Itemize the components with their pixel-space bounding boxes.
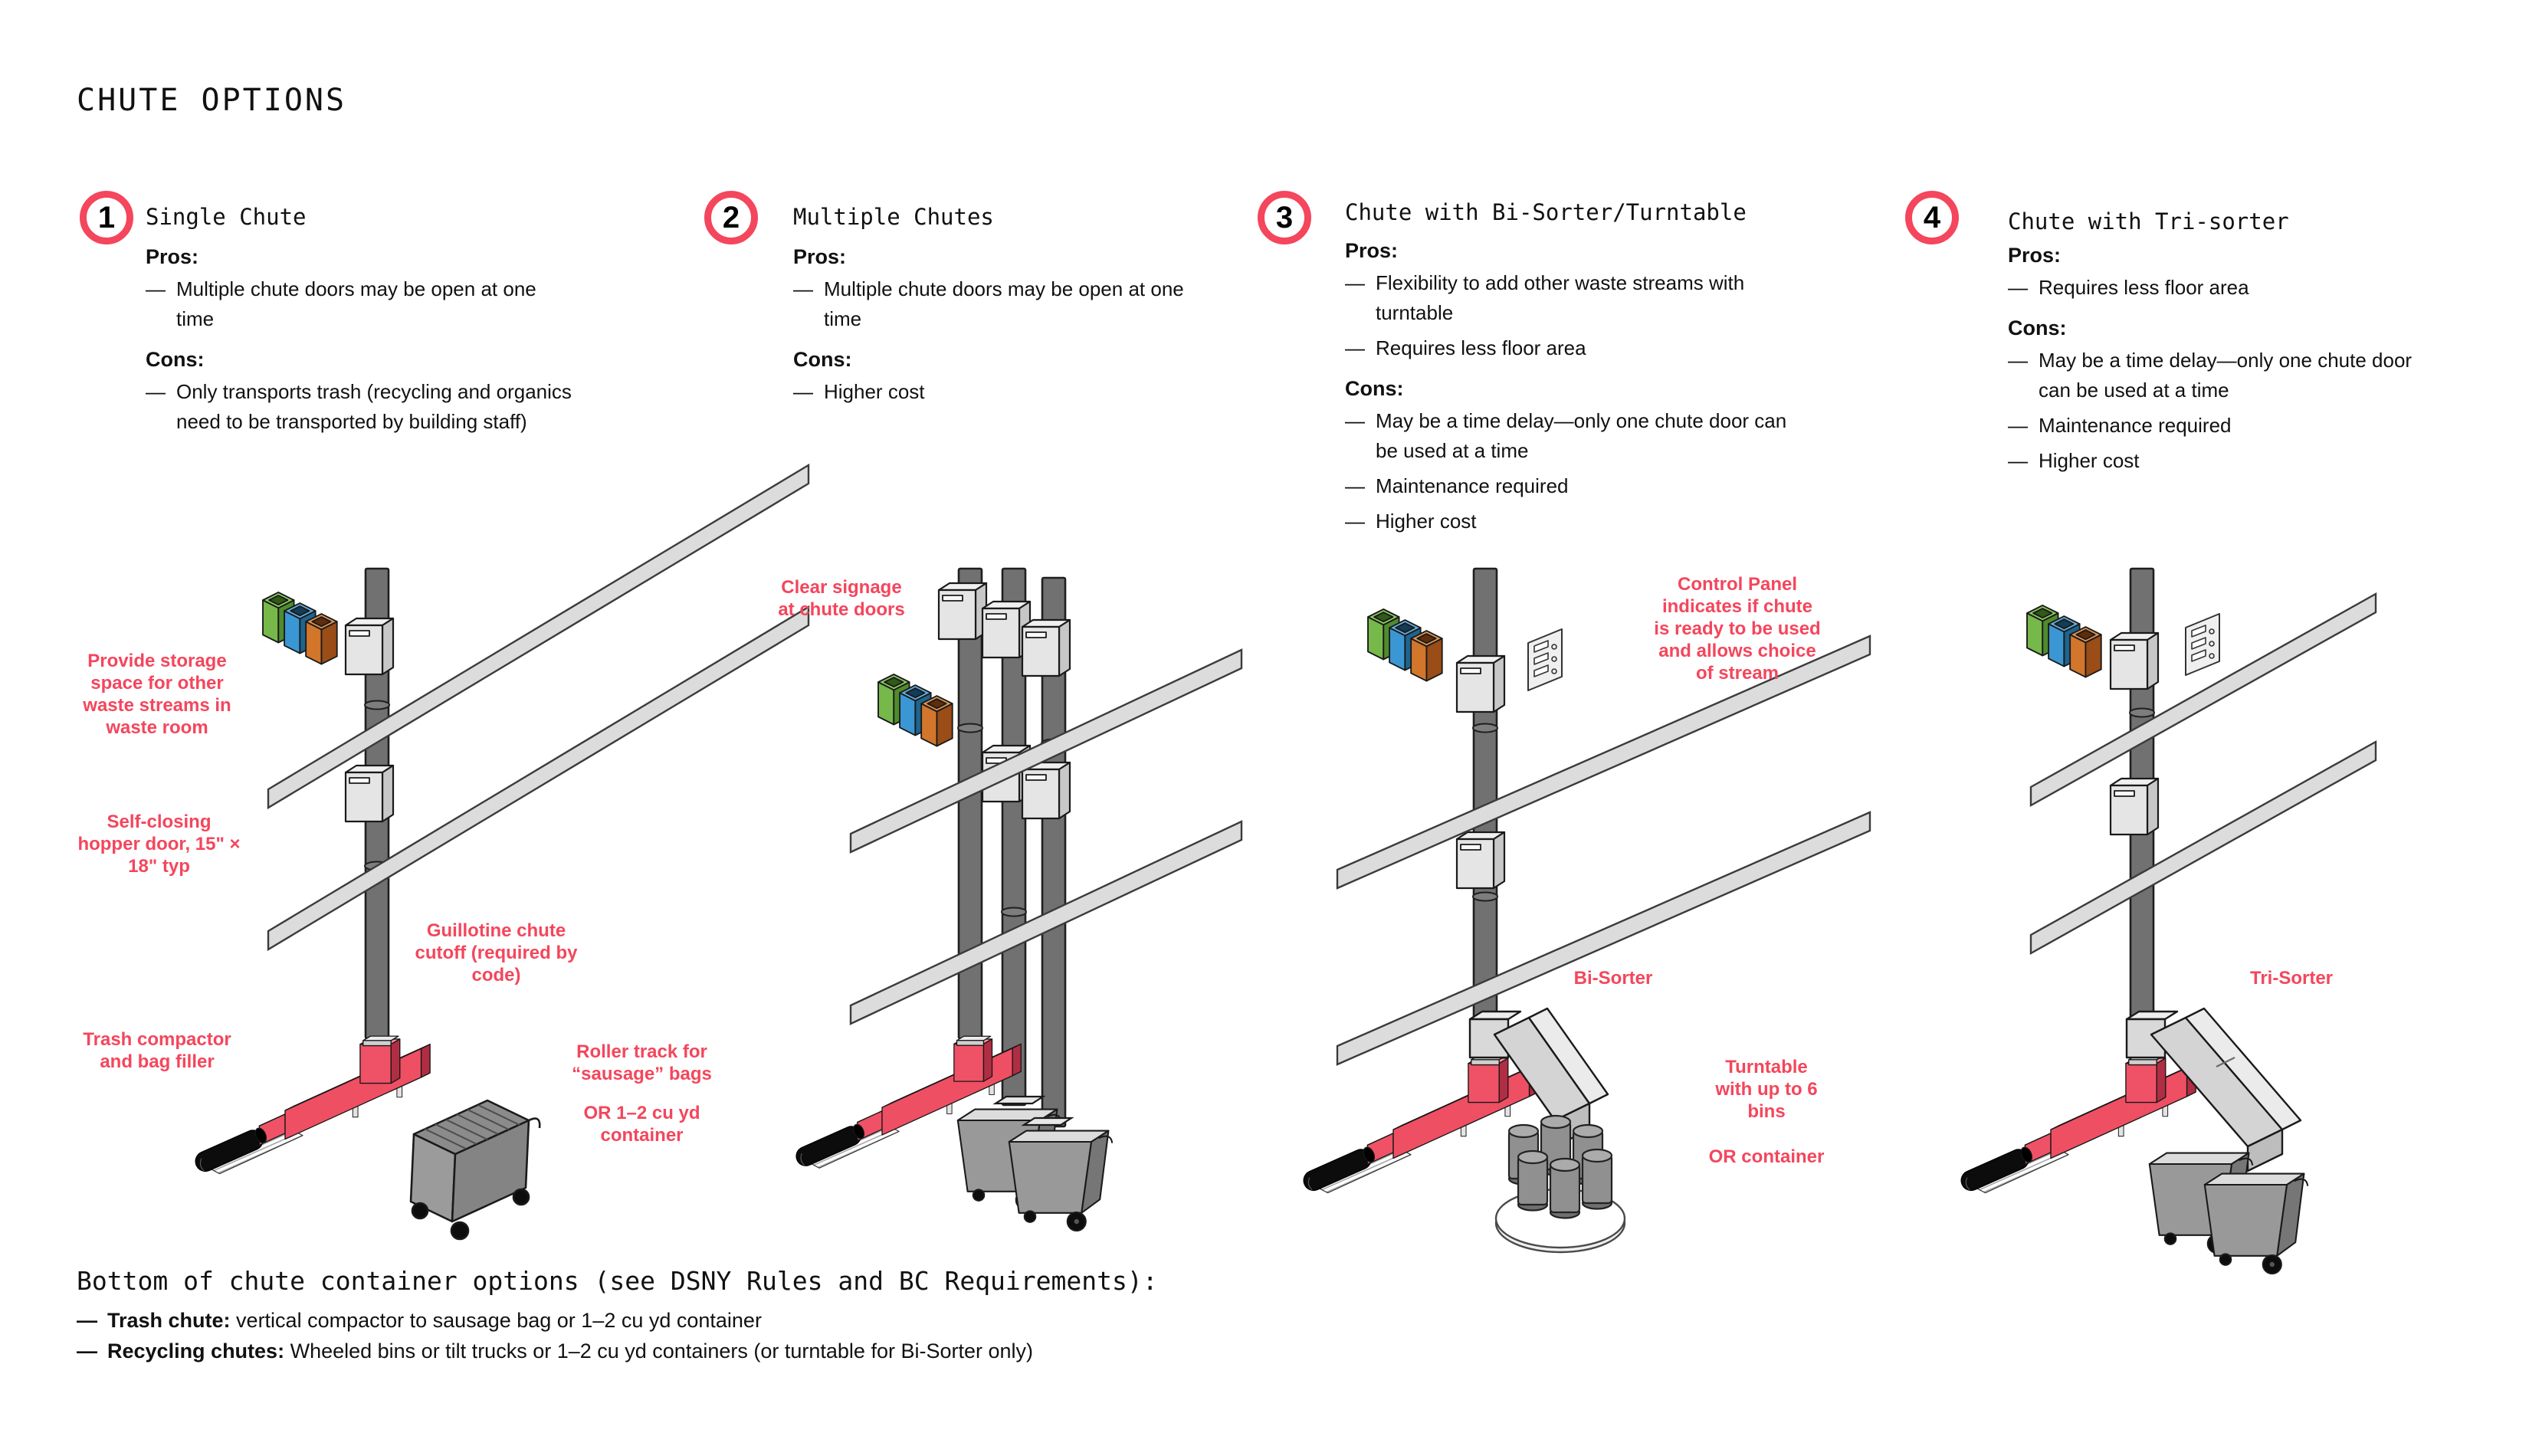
turntable-icon: [1496, 1116, 1625, 1252]
option-2-number: 2: [722, 200, 740, 234]
annotation-tri-sorter: Tri-Sorter: [2249, 968, 2334, 989]
option-4-badge: [1905, 191, 1959, 244]
footer-heading: Bottom of chute container options (see DSNY Rules and BC Requirements):: [77, 1266, 1158, 1296]
pros-list: [146, 274, 575, 334]
option-2-badge: [704, 191, 758, 244]
pros-list: [793, 274, 1192, 334]
list-item: — Only transports trash (recycling and organics need to be transported by building staff): [146, 377, 575, 437]
pros-label: Pros:: [2008, 244, 2062, 267]
footer-item-lead: Recycling chutes:: [107, 1340, 285, 1363]
pros-label: Pros:: [1345, 239, 1399, 262]
annotation-storage-space: Provide storage space for other waste streams in waste room: [83, 651, 231, 738]
annotation-or-container: OR container: [1708, 1146, 1825, 1167]
control-panel-icon: [1528, 629, 1562, 690]
option-3-title: Chute with Bi-Sorter/Turntable: [1345, 199, 1747, 225]
footer-item-recycling: [77, 1337, 1033, 1365]
list-item: — Higher cost: [1345, 507, 1805, 536]
footer-item-lead: Trash chute:: [107, 1309, 231, 1332]
hopper-door-icon: [346, 766, 393, 821]
hopper-door-icon: [346, 618, 393, 674]
option-1-number: 1: [97, 200, 116, 234]
recycling-bins-icon: [2027, 605, 2101, 677]
page-title: CHUTE OPTIONS: [77, 83, 347, 118]
pros-label: Pros:: [793, 245, 847, 268]
annotation-hopper-door: Self-closing hopper door, 15" × 18" typ: [77, 812, 241, 877]
cons-label: Cons:: [2008, 316, 2067, 339]
option-4-title: Chute with Tri-sorter: [2008, 208, 2289, 234]
option-4-proscons: [2008, 244, 2437, 476]
footer-item-text: Wheeled bins or tilt trucks or 1–2 cu yd containers (or turntable for Bi-Sorter only): [284, 1340, 1033, 1363]
cons-list: [793, 377, 1192, 407]
annotation-roller-track: Roller track for “sausage” bags: [572, 1041, 712, 1084]
annotation-clear-signage: Clear signage at chute doors: [778, 577, 905, 620]
list-item: — May be a time delay—only one chute door can be used at a time: [2008, 346, 2437, 405]
option-1-title: Single Chute: [146, 204, 307, 230]
list-item: — Higher cost: [793, 377, 1192, 407]
hopper-door-icon: [1022, 762, 1070, 818]
hopper-door-icon: [939, 583, 986, 639]
annotation-bi-sorter: Bi-Sorter: [1573, 968, 1653, 989]
cons-label: Cons:: [793, 348, 852, 371]
hopper-door-icon: [1457, 656, 1504, 712]
cons-label: Cons:: [146, 348, 205, 371]
hopper-door-icon: [1022, 620, 1070, 676]
option-1-badge: [80, 191, 133, 244]
list-item: — Multiple chute doors may be open at one time: [146, 274, 575, 334]
recycling-bins-icon: [1368, 609, 1442, 681]
footer-item-text: vertical compactor to sausage bag or 1–2 cu yd container: [230, 1309, 762, 1332]
recycling-bins-icon: [878, 674, 953, 746]
tilt-truck-icon: [1009, 1131, 1112, 1231]
hopper-door-icon: [2111, 633, 2158, 689]
annotation-compactor: Trash compactor and bag filler: [83, 1029, 231, 1072]
option-3-badge: [1258, 191, 1311, 244]
pros-label: Pros:: [146, 245, 199, 268]
option-3-number: 3: [1275, 200, 1294, 234]
cons-label: Cons:: [1345, 377, 1404, 400]
pros-list: [1345, 268, 1805, 363]
list-item: — Requires less floor area: [1345, 333, 1805, 363]
list-item: — May be a time delay—only one chute door can be used at a time: [1345, 406, 1805, 466]
cons-list: [146, 377, 575, 437]
option-2-proscons: [793, 245, 1192, 407]
tilt-truck-icon: [2205, 1174, 2308, 1274]
annotation-turntable: Turntable with up to 6 bins: [1715, 1057, 1818, 1122]
recycling-bins-icon: [263, 592, 337, 664]
hopper-door-icon: [2111, 779, 2158, 835]
chute-pipe: [1473, 569, 1497, 1021]
list-item: — Requires less floor area: [2008, 273, 2437, 303]
footer-item-trash: [77, 1307, 762, 1334]
hopper-door-icon: [1457, 832, 1504, 888]
pros-list: [2008, 273, 2437, 303]
option-1-proscons: [146, 245, 575, 437]
annotation-or-container: OR 1–2 cu yd container: [583, 1103, 700, 1146]
control-panel-icon: [2186, 614, 2219, 675]
option-4-number: 4: [1923, 200, 1941, 234]
list-item: — Maintenance required: [2008, 411, 2437, 441]
cu-yd-container-icon: [411, 1100, 540, 1239]
option-2-title: Multiple Chutes: [793, 204, 994, 230]
tri-sorter-illustration: [1916, 452, 2529, 1280]
list-item: — Flexibility to add other waste streams with turntable: [1345, 268, 1805, 328]
trash-compactor-icon: [1301, 1055, 1538, 1193]
list-item: — Multiple chute doors may be open at one time: [793, 274, 1192, 334]
list-item: — Maintenance required: [1345, 471, 1805, 501]
annotation-control-panel: Control Panel indicates if chute is ready to be used and allows choice of stream: [1654, 574, 1821, 684]
list-item: — Higher cost: [2008, 446, 2437, 476]
annotation-guillotine: Guillotine chute cutoff (required by code): [415, 920, 578, 985]
